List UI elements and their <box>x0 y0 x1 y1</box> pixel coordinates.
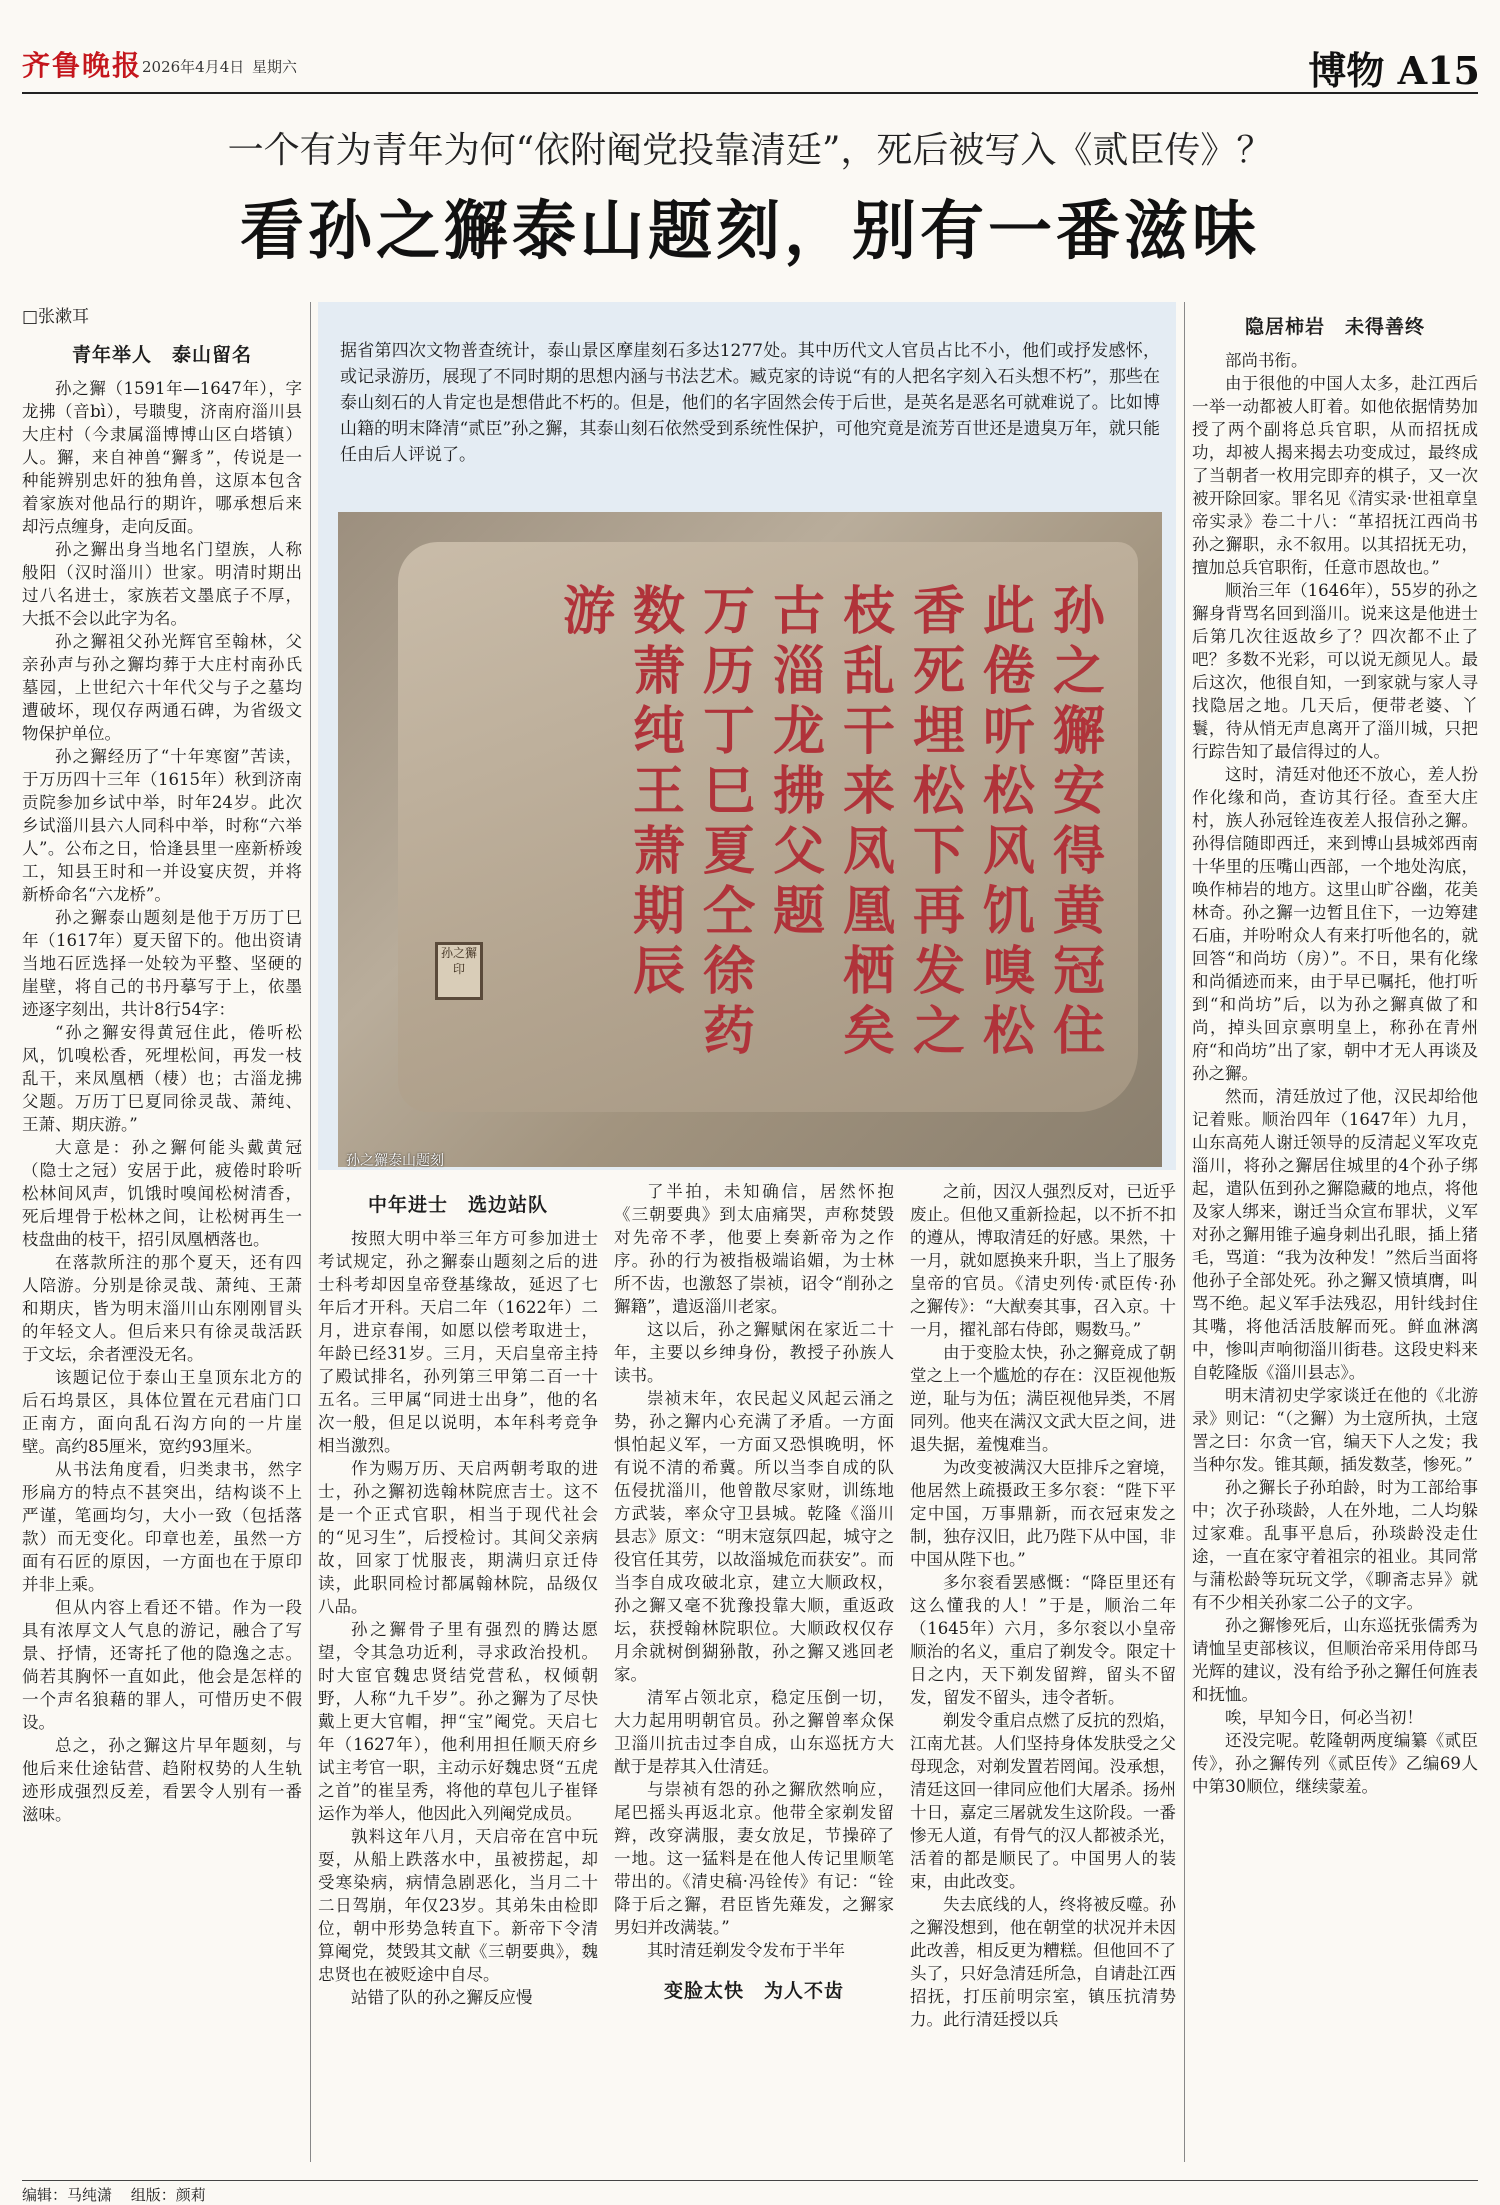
paragraph: 剃发令重启点燃了反抗的烈焰，江南尤甚。人们坚持身体发肤受之父母现念，对剃发置若罔闻。没承想，清廷这回一律同应他们大屠杀。扬州十日，嘉定三屠就发生这阶段。一番惨无人道，有骨气的汉人都被杀光，活着的都是顺民了。中国男人的装束，由此改变。 <box>910 1711 1176 1891</box>
paragraph: 孙之獬骨子里有强烈的腾达愿望，令其急功近利，寻求政治投机。时大宦官魏忠贤结党营私，权倾朝野，人称“九千岁”。孙之獬为了尽快戴上更大官帽，押“宝”阉党。天启七年（1627年），他利用担任顺天府乡试主考官一职，主动示好魏忠贤“五虎之首”的崔呈秀，将他的草包儿子崔铎运作为举人，他因此入列阉党成员。 <box>318 1620 598 1823</box>
paragraph: 这时，清廷对他还不放心，差人扮作化缘和尚，查访其行径。查至大庄村，族人孙冠铨连夜差人报信孙之獬。孙得信随即西迁，来到博山县城郊西南十华里的压嘴山西部，一个地处沟底，唤作柿岩的地方。这里山旷谷幽，花美林奇。孙之獬一边暂且住下，一边筹建石庙，并吩咐众人有来打听他名的，就回答“和尚坊（房）”。不日，果有化缘和尚循迹而来，由于早已嘱托，他打听到“和尚坊”后，以为孙之獬真做了和尚，掉头回京禀明皇上，称孙在青州府“和尚坊”出了家，朝中才无人再谈及孙之獬。 <box>1192 765 1478 1083</box>
inscription-char: 嗅 <box>982 941 1035 1002</box>
paragraph: 唉，早知今日，何必当初！ <box>1225 1708 1423 1727</box>
inscription-char: 辰 <box>632 941 685 1002</box>
inscription-char: 住 <box>1052 1001 1105 1062</box>
paragraph: 但从内容上看还不错。作为一段具有浓厚文人气息的游记，融合了写景、抒情，还寄托了他的隐逸之志。倘若其胸怀一直如此，他会是怎样的一个声名狼藉的罪人，可惜历史不假设。 <box>22 1598 302 1732</box>
designer-credit: 组版：颜莉 <box>130 2186 206 2204</box>
inscription-char: 来 <box>842 761 895 822</box>
inscription-char: 埋 <box>912 701 965 762</box>
inscription-char: 得 <box>1052 821 1105 882</box>
inscription-column <box>768 582 830 942</box>
inscription-char: 倦 <box>982 641 1035 702</box>
issue-date: 2026年4月4日 <box>142 58 245 76</box>
paragraph: 作为赐万历、天启两朝考取的进士，孙之獬初选翰林院庶吉士。这不是一个正式官职，相当于现代社会的“见习生”，后授检讨。其间父亲病故，回家丁忧服丧，期满归京迁侍读，此职同检讨都属翰林院，品级仅八品。 <box>318 1459 598 1616</box>
paragraph: 明末清初史学家谈迁在他的《北游录》则记：“（之獬）为土寇所执，土寇詈之曰：尔贪一官，编天下人之发；我当种尔发。锥其颠，插发数茎，惨死。” <box>1192 1386 1478 1474</box>
inscription-char: 凤 <box>842 821 895 882</box>
inscription-char: 期 <box>632 881 685 942</box>
inscription-char: 拂 <box>772 761 825 822</box>
section-heading: 隐居柿岩 未得善终 <box>1244 316 1425 338</box>
inscription-char: 淄 <box>772 641 825 702</box>
paragraph: 顺治三年（1646年），55岁的孙之獬身背骂名回到淄川。说来这是他进士后第几次往返故乡了？四次都不止了吧？多数不光彩，可以说无颜见人。最后这次，他很自知，一到家就与家人寻找隐居之地。几天后，便带老婆、丫鬟，待从悄无声息离开了淄川城，只把行踪告知了最信得过的人。 <box>1192 581 1478 761</box>
inscription-photo <box>338 512 1162 1167</box>
paragraph: 之前，因汉人强烈反对，已近乎废止。但他又重新捡起，以不折不扣的遵从，博取清廷的好感。果然，十一月，就如愿换来升职，当上了服务皇帝的官员。《清史列传·贰臣传·孙之獬传》：“大猷奏其事，召入京。十一月，擢礼部右侍郎，赐数马。” <box>910 1182 1176 1339</box>
inscription-char: 之 <box>912 1001 965 1062</box>
inscription-column <box>978 582 1040 1062</box>
article-subtitle: 一个有为青年为何“依附阉党投靠清廷”，死后被写入《贰臣传》？ <box>227 130 1273 171</box>
inscription-column <box>628 582 690 1002</box>
inscription-char: 此 <box>982 581 1035 642</box>
column-1 <box>22 330 302 1826</box>
paragraph: 孙之獬（1591年—1647年），字龙拂（音bì），号聩叟，济南府淄川县大庄村（今隶属淄博博山区白塔镇）人。獬，来自神兽“獬豸”，传说是一种能辨别忠奸的独角兽，这原本包含着家族对他品行的期许，哪承想后来却污点缠身，走向反面。 <box>22 379 302 536</box>
paragraph: 了半拍，未知确信，居然怀抱《三朝要典》到太庙痛哭，声称焚毁对先帝不孝，他要上奏新帝为之作序。孙的行为被指极端谄媚，为士林所不齿，也激怒了崇祯，诏令“削孙之獬籍”，遣返淄川老家。 <box>614 1182 894 1316</box>
paragraph: 与崇祯有怨的孙之獬欣然响应，尾巴摇头再返北京。他带全家剃发留辫，改穿满服，妻女放足，节操碎了一地。这一猛料是在他人传记里顺笔带出的。《清史稿·冯铨传》有记：“铨降于后之獬，君臣皆先薙发，之獬家男妇并改满装。” <box>614 1780 894 1937</box>
inscription-char: 万 <box>702 581 755 642</box>
column-2 <box>318 1180 598 2009</box>
inscription-char: 萧 <box>632 821 685 882</box>
paragraph: 多尔衮看罢感慨：“降臣里还有这么懂我的人！”于是，顺治二年（1645年）六月，多尔衮以小皇帝顺治的名义，重启了剃发令。限定十日之内，天下剃发留辫，留头不留发，留发不留头，违令者斩。 <box>910 1573 1176 1707</box>
column-body <box>1192 349 1478 1798</box>
inscription-char: 安 <box>1052 761 1105 822</box>
paragraph: “孙之獬安得黄冠住此，倦听松风，饥嗅松香，死埋松间，再发一枝乱干，来凤凰栖（棲）也；古淄龙拂父题。万历丁巳夏同徐灵哉、萧纯、王萧、期庆游。” <box>22 1023 302 1134</box>
inscription-char: 丁 <box>702 701 755 762</box>
seal-stamp: 孙之獬印 <box>435 942 483 1000</box>
paragraph: 由于很他的中国人太多，赴江西后一举一动都被人盯着。如他依据情势加授了两个副将总兵官职，从而招抚成功，却被人揭来揭去功变成过，最终成了当朝者一枚用完即弃的棋子，又一次被开除回家。罪名见《清实录·世祖章皇帝实录》卷二十八：“革招抚江西尚书孙之獬职，永不叙用。以其招抚无功，擅加总兵官职衔，任意市恩故也。” <box>1192 374 1478 577</box>
inscription-char: 龙 <box>772 701 825 762</box>
article-title: 看孙之獬泰山题刻，别有一番滋味 <box>240 194 1260 269</box>
paragraph: 孙之獬经历了“十年寒窗”苦读，于万历四十三年（1615年）秋到济南贡院参加乡试中举，时年24岁。此次乡试淄川县六人同科中举，时称“六举人”。公布之日，恰逢县里一座新桥竣工，知县王时和一并设宴庆贺，并将新桥命名“六龙桥”。 <box>22 747 302 904</box>
column-3 <box>614 1180 894 2013</box>
paragraph: 还没完呢。乾隆朝两度编纂《贰臣传》，孙之獬传列《贰臣传》乙编69人中第30顺位，继续蒙羞。 <box>1192 1731 1478 1796</box>
inscription-char: 黄 <box>1052 881 1105 942</box>
paragraph: 失去底线的人，终将被反噬。孙之獬没想到，他在朝堂的状况并未因此改善，相反更为糟糕。但他回不了头了，只好急清廷所急，自请赴江西招抚，打压前明宗室，镇压抗清势力。此行清廷授以兵 <box>910 1895 1176 2029</box>
inscription-char: 题 <box>772 881 825 942</box>
inscription-char: 松 <box>912 761 965 822</box>
column-body <box>910 1180 1176 2031</box>
inscription-char: 数 <box>632 581 685 642</box>
inscription-char: 父 <box>772 821 825 882</box>
inscription-column <box>1048 582 1110 1062</box>
inscription-char: 之 <box>1052 641 1105 702</box>
paragraph: 孰料这年八月，天启帝在宫中玩耍，从船上跌落水中，虽被捞起，却受寒染病，病情急剧恶化，当月二十二日驾崩，年仅23岁。其弟朱由检即位，朝中形势急转直下。新帝下令清算阉党，焚毁其文献《三朝要典》，魏忠贤也在被贬途中自尽。 <box>318 1827 598 1984</box>
inscription-column <box>698 582 760 1062</box>
section-heading: 变脸太快 为人不齿 <box>663 1980 844 2002</box>
inscription-char: 游 <box>562 581 615 642</box>
inscription-char: 松 <box>982 1001 1035 1062</box>
inscription-column <box>558 582 620 642</box>
inscription-char: 听 <box>982 701 1035 762</box>
header-rule <box>22 92 1478 94</box>
inscription-char: 香 <box>912 581 965 642</box>
column-rule <box>310 302 311 2162</box>
lede-text: 据省第四次文物普查统计，泰山景区摩崖刻石多达1277处。其中历代文人官员占比不小，他们或抒发感怀，或记录游历，展现了不同时期的思想内涵与书法艺术。臧克家的诗说“有的人把名字刻入石头想不朽”，那些在泰山刻石的人肯定也是想借此不朽的。但是，他们的名字固然会传于后世，是英名是恶名可就难说了。比如博山籍的明末降清“贰臣”孙之獬，其泰山刻石依然受到系统性保护，可他究竟是流芳百世还是遗臭万年，就只能任由后人评说了。 <box>340 341 1160 465</box>
paragraph: 部尚书衔。 <box>1225 351 1308 370</box>
inscription-char: 饥 <box>982 881 1035 942</box>
section-heading: 青年举人 泰山留名 <box>71 344 252 366</box>
paragraph: 孙之獬泰山题刻是他于万历丁巳年（1617年）夏天留下的。他出资请当地石匠选择一处较为平整、坚硬的崖壁，将自己的书丹摹写于上，依墨迹逐字刻出，共计8行54字： <box>22 908 302 1019</box>
inscription-char: 历 <box>702 641 755 702</box>
paragraph: 由于变脸太快，孙之獬竟成了朝堂之上一个尴尬的存在：汉臣视他叛逆，耻与为伍；满臣视他异类，不屑同列。他夹在满汉文武大臣之间，进退失据，羞愧难当。 <box>910 1343 1176 1454</box>
section-label: 博物 A15 <box>1308 48 1480 93</box>
inscription-char: 孙 <box>1052 581 1105 642</box>
inscription-char: 风 <box>982 821 1035 882</box>
inscription-char: 獬 <box>1052 701 1105 762</box>
paragraph: 按照大明中举三年方可参加进士考试规定，孙之獬泰山题刻之后的进士科考却因皇帝登基缘故，延迟了七年后才开科。天启二年（1622年）二月，进京春闱，如愿以偿考取进士，年龄已经31岁。三月，天启皇帝主持了殿试排名，孙列第三甲第二百一十五名。三甲属“同进士出身”，他的名次一般，但足以说明，本年科考竞争相当激烈。 <box>318 1229 598 1455</box>
inscription-char: 王 <box>632 761 685 822</box>
inscription-column <box>838 582 900 1062</box>
column-rule <box>1184 302 1185 2162</box>
photo-caption: 孙之獬泰山题刻 <box>346 1153 444 1169</box>
paragraph: 其时清廷剃发令发布于半年 <box>647 1941 845 1960</box>
inscription-char: 药 <box>702 1001 755 1062</box>
paragraph: 该题记位于泰山王皇顶东北方的后石坞景区，具体位置在元君庙门口正南方，面向乱石沟方向的一片崖壁。高约85厘米，宽约93厘米。 <box>22 1368 302 1456</box>
footer <box>22 2180 1478 2205</box>
paragraph: 孙之獬长子孙珀龄，时为工部给事中；次子孙琰龄，人在外地，二人均躲过家难。乱事平息后，孙琰龄没走仕途，一直在家守着祖宗的祖业。其同常与蒲松龄等玩玩文学，《聊斋志异》就有不少相关孙家二公子的文字。 <box>1192 1478 1478 1612</box>
inscription-char: 干 <box>842 701 895 762</box>
inscription-char: 冠 <box>1052 941 1105 1002</box>
column-4 <box>910 1180 1176 2031</box>
column-body <box>22 377 302 1826</box>
column-body <box>318 1227 598 2009</box>
inscription-char: 徐 <box>702 941 755 1002</box>
inscription-char: 下 <box>912 821 965 882</box>
column-body <box>614 1180 894 1962</box>
inscription-char: 死 <box>912 641 965 702</box>
inscription-char: 矣 <box>842 1001 895 1062</box>
masthead: 齐鲁晚报 <box>22 49 143 82</box>
inscription-column <box>908 582 970 1062</box>
paragraph: 从书法角度看，归类隶书，然字形扁方的特点不甚突出，结构谈不上严谨，笔画均匀，大小一致（包括落款）而无变化。印章也差，虽然一方面有石匠的原因，一方面也在于原印并非上乘。 <box>22 1460 302 1594</box>
paragraph: 孙之獬祖父孙光辉官至翰林，父亲孙声与孙之獬均葬于大庄村南孙氏墓园，上世纪六十年代父与子之墓均遭破坏，现仅存两通石碑，为省级文物保护单位。 <box>22 632 302 743</box>
column-5 <box>1192 302 1478 1798</box>
byline: □张漱耳 <box>22 307 90 327</box>
inscription-char: 纯 <box>632 701 685 762</box>
paragraph: 为改变被满汉大臣排斥之窘境，他居然上疏摄政王多尔衮：“陛下平定中国，万事鼎新，而衣冠束发之制，独存汉旧，此乃陛下从中国，非中国从陛下也。” <box>910 1458 1176 1569</box>
inscription-char: 再 <box>912 881 965 942</box>
paragraph: 孙之獬惨死后，山东巡抚张儒秀为请恤呈吏部核议，但顺治帝采用侍郎马光辉的建议，没有给予孙之獬任何旌表和抚恤。 <box>1192 1616 1478 1704</box>
paragraph: 崇祯末年，农民起义风起云涌之势，孙之獬内心充满了矛盾。一方面惧怕起义军，一方面又恐惧晚明，怀有说不清的希冀。所以当李自成的队伍侵扰淄川，他曾散尽家财，训练地方武装，率众守卫县城。乾隆《淄川县志》原文：“明末寇氛四起，城守之役官任其劳，以故淄城危而获安”。而当李自成攻破北京，建立大顺政权，孙之獬又毫不犹豫投靠大顺，重返政坛，获授翰林院职位。大顺政权仅存月余就树倒猢狲散，孙之獬又逃回老家。 <box>614 1389 894 1684</box>
inscription-char: 夏 <box>702 821 755 882</box>
inscription-char: 萧 <box>632 641 685 702</box>
paragraph: 站错了队的孙之獬反应慢 <box>351 1988 533 2007</box>
paragraph: 然而，清廷放过了他，汉民却给他记着账。顺治四年（1647年）九月，山东高苑人谢迁领导的反清起义军攻克淄川，将孙之獬居住城里的4个孙子绑起，遣队伍到孙之獬隐藏的地点，将他及家人绑来，谢迁当众宣布罪状，义军对孙之獬用锥子遍身刺出孔眼，插上猪毛，骂道：“我为汝种发！”然后当面将他孙子全部处死。孙之獬又愤填膺，叫骂不绝。起义军手法残忍，用针线封住其嘴，将他活活肢解而死。鲜血淋漓中，惨叫声响彻淄川街巷。这段史料来自乾隆版《淄川县志》。 <box>1192 1087 1478 1382</box>
editor-credit: 编辑：马纯潇 <box>22 2186 113 2204</box>
section-heading: 中年进士 选边站队 <box>367 1194 548 1216</box>
inscription-char: 枝 <box>842 581 895 642</box>
paragraph: 在落款所注的那个夏天，还有四人陪游。分别是徐灵哉、萧纯、王萧和期庆，皆为明末淄川山东刚刚冒头的年轻文人。但后来只有徐灵哉活跃于文坛，余者湮没无名。 <box>22 1253 302 1364</box>
paragraph: 清军占领北京，稳定压倒一切，大力起用明朝官员。孙之獬曾率众保卫淄川抗击过李自成，山东巡抚方大猷于是荐其入仕清廷。 <box>614 1688 894 1776</box>
inscription-char: 发 <box>912 941 965 1002</box>
inscription-char: 巳 <box>702 761 755 822</box>
inscription-char: 乱 <box>842 641 895 702</box>
paragraph: 总之，孙之獬这片早年题刻，与他后来仕途钻营、趋附权势的人生轨迹形成强烈反差，看罢令人别有一番滋味。 <box>22 1736 302 1824</box>
paragraph: 这以后，孙之獬赋闲在家近二十年，主要以乡绅身份，教授子孙族人读书。 <box>614 1320 894 1385</box>
inscription-char: 凰 <box>842 881 895 942</box>
paragraph: 大意是：孙之獬何能头戴黄冠（隐士之冠）安居于此，疲倦时聆听松林间风声，饥饿时嗅闻松树清香，死后埋骨于松林之间，让松树再生一枝盘曲的枝干，招引凤凰栖落也。 <box>22 1138 302 1249</box>
inscription-char: 古 <box>772 581 825 642</box>
inscription-char: 松 <box>982 761 1035 822</box>
paragraph: 孙之獬出身当地名门望族，人称般阳（汉时淄川）世家。明清时期出过八名进士，家族若文墨底子不厚，大抵不会以此字为名。 <box>22 540 302 628</box>
inscription-char: 栖 <box>842 941 895 1002</box>
inscription-char: 仝 <box>702 881 755 942</box>
issue-weekday: 星期六 <box>252 58 298 76</box>
